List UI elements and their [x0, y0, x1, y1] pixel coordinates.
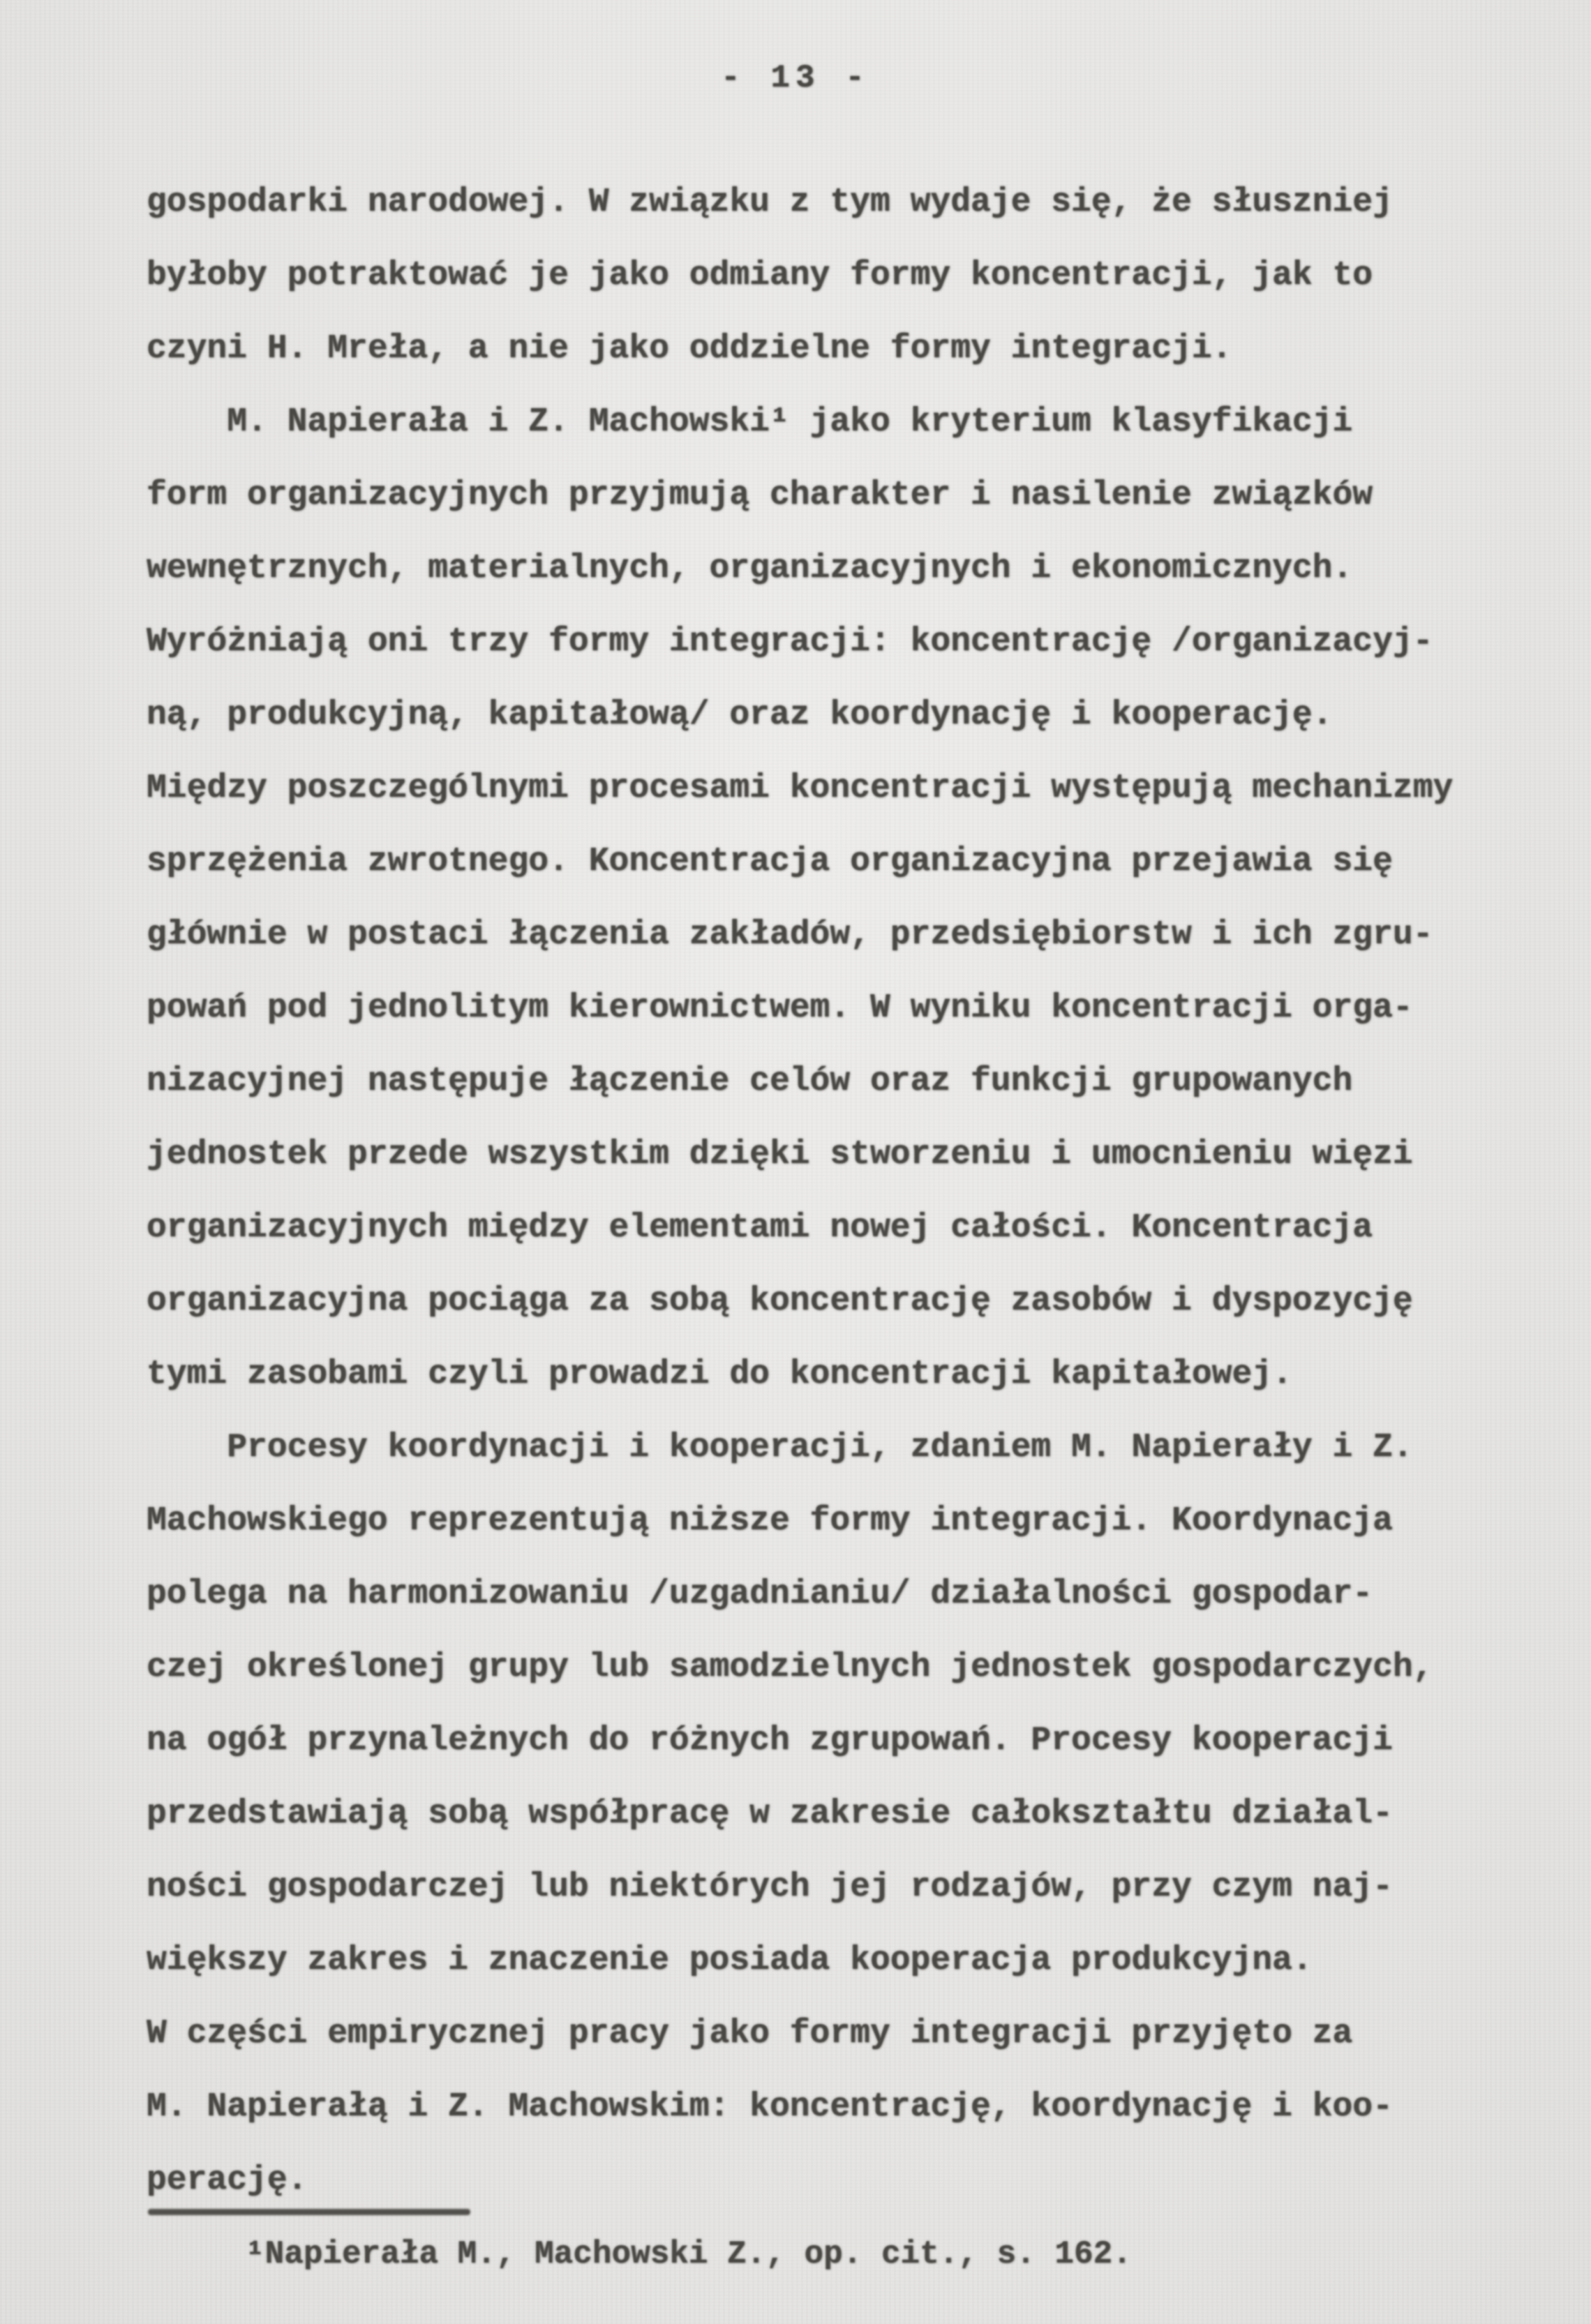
text-line: gospodarki narodowej. W związku z tym wydaje się, że słuszniej [147, 183, 1393, 221]
text-line: na ogół przynależnych do różnych zgrupowań. Procesy kooperacji [147, 1722, 1393, 1760]
text-line: M. Napierałą i Z. Machowskim: koncentrację, koordynację i koo- [147, 2088, 1393, 2126]
text-line: większy zakres i znaczenie posiada kooperacja produkcyjna. [147, 1942, 1313, 1979]
text-line: Wyróżniają oni trzy formy integracji: koncentrację /organizacyj- [147, 623, 1433, 661]
text-line: powań pod jednolitym kierownictwem. W wyniku koncentracji orga- [147, 989, 1413, 1027]
text-line: organizacyjnych między elementami nowej całości. Koncentracja [147, 1209, 1373, 1247]
text-line: czej określonej grupy lub samodzielnych jednostek gospodarczych, [147, 1649, 1433, 1686]
text-line: ną, produkcyjną, kapitałową/ oraz koordynację i kooperację. [147, 696, 1333, 734]
text-line: perację. [147, 2161, 308, 2199]
text-line: byłoby potraktować je jako odmiany formy koncentracji, jak to [147, 257, 1373, 294]
footnote: ¹Napierała M., Machowski Z., op. cit., s. 162. [246, 2236, 1132, 2272]
text-line: nizacyjnej następuje łączenie celów oraz funkcji grupowanych [147, 1063, 1353, 1100]
text-line: polega na harmonizowaniu /uzgadnianiu/ działalności gospodar- [147, 1575, 1373, 1613]
footnote-separator-line [148, 2209, 470, 2215]
text-line: form organizacyjnych przyjmują charakter i nasilenie związków [147, 477, 1373, 514]
text-line: M. Napierała i Z. Machowski¹ jako kryterium klasyfikacji [147, 403, 1353, 441]
text-line: W części empirycznej pracy jako formy integracji przyjęto za [147, 2015, 1353, 2053]
text-line: ności gospodarczej lub niektórych jej rodzajów, przy czym naj- [147, 1868, 1393, 1906]
text-line: przedstawiają sobą współpracę w zakresie całokształtu działal- [147, 1795, 1393, 1833]
text-line: Procesy koordynacji i kooperacji, zdaniem M. Napierały i Z. [147, 1429, 1413, 1467]
text-line: wewnętrznych, materialnych, organizacyjnych i ekonomicznych. [147, 550, 1353, 587]
text-line: czyni H. Mreła, a nie jako oddzielne formy integracji. [147, 330, 1232, 368]
text-line: tymi zasobami czyli prowadzi do koncentracji kapitałowej. [147, 1356, 1292, 1393]
page-number: - 13 - [721, 60, 870, 96]
text-line: organizacyjna pociąga za sobą koncentrację zasobów i dyspozycję [147, 1282, 1413, 1320]
text-line: Machowskiego reprezentują niższe formy integracji. Koordynacja [147, 1502, 1393, 1540]
text-line: głównie w postaci łączenia zakładów, przedsiębiorstw i ich zgru- [147, 916, 1433, 954]
text-line: Między poszczególnymi procesami koncentracji występują mechanizmy [147, 770, 1454, 807]
text-line: jednostek przede wszystkim dzięki stworzeniu i umocnieniu więzi [147, 1136, 1413, 1174]
text-line: sprzężenia zwrotnego. Koncentracja organizacyjna przejawia się [147, 843, 1393, 880]
body-text [147, 166, 1535, 2217]
